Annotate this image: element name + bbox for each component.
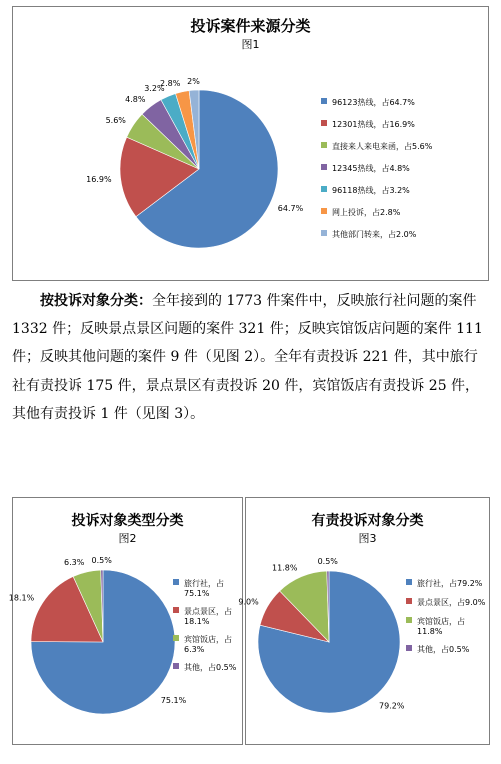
figure1-legend-item-5 [321, 207, 486, 218]
figure3-legend-item-2 [406, 616, 486, 636]
figure3-title: 有责投诉对象分类 [311, 513, 424, 529]
figure1-legend-swatch-3 [321, 164, 327, 170]
figure1-legend-label-0: 96123热线，占64.7% [332, 98, 415, 107]
figure2-chart-box [8, 497, 243, 745]
figure1-chart-box [12, 6, 489, 281]
figure1-data-label-0: 64.7% [277, 204, 304, 214]
figure3-legend-label-2: 宾馆饭店，占11.8% [417, 617, 465, 636]
figure1-legend-item-6 [321, 229, 486, 240]
figure1-legend-label-2: 直接来人来电来函，占5.6% [332, 142, 433, 151]
figure3-data-label-2: 11.8% [272, 563, 298, 573]
figure2-legend-item-2 [173, 634, 241, 654]
figure2-legend [173, 578, 241, 681]
figure3-legend-swatch-2 [406, 617, 412, 623]
paragraph-body: 全年接到的 1773 件案件中，反映旅行社问题的案件 1332 件；反映景点景区问题的案件 321 件；反映宾馆饭店问题的案件 111 件；反映其他问题的案件 9 件（见图 2）。全年有责投诉 221 件，其中旅行社有责投诉 175 件，景点景区有责投诉 20 件，宾馆饭店有责投诉 25 件，其他有责投诉 1 件（见图 3）。 [12, 293, 483, 422]
figure1-legend-swatch-6 [321, 230, 327, 236]
figure1-data-label-2: 5.6% [105, 115, 126, 125]
figure1-legend-swatch-2 [321, 142, 327, 148]
figure3-legend [406, 578, 486, 663]
figure2-data-label-2: 6.3% [64, 558, 85, 568]
figure3-data-label-1: 9.0% [238, 597, 259, 607]
figure1-data-label-1: 16.9% [86, 175, 112, 185]
figure2-subtitle: 图2 [118, 532, 137, 545]
figure1-legend-label-3: 12345热线，占4.8% [332, 164, 410, 173]
figure2-legend-item-1 [173, 606, 241, 626]
figure1-subtitle: 图1 [241, 38, 260, 51]
figure2-legend-label-1: 景点景区，占18.1% [184, 607, 232, 626]
figure1-legend-item-0 [321, 97, 486, 108]
figure3-legend-label-3: 其他，占0.5% [417, 645, 470, 654]
figure1-legend-swatch-0 [321, 98, 327, 104]
figure1-legend-item-4 [321, 185, 486, 196]
figure2-legend-swatch-3 [173, 663, 179, 669]
figure1-data-label-3: 4.8% [125, 95, 146, 105]
figure1-data-label-6: 2% [187, 77, 200, 87]
figure2-data-label-3: 0.5% [91, 556, 112, 566]
figure2-legend-label-0: 旅行社，占75.1% [184, 579, 224, 598]
figure1-data-label-5: 2.8% [160, 79, 181, 89]
figure3-chart-box [238, 497, 490, 745]
body-paragraph [12, 287, 490, 428]
figure1-legend-swatch-1 [321, 120, 327, 126]
figure2-legend-item-3 [173, 662, 241, 673]
figure3-subtitle: 图3 [358, 532, 377, 545]
figure3-legend-swatch-3 [406, 645, 412, 651]
figure3-data-label-3: 0.5% [317, 557, 338, 567]
figure2-data-label-0: 75.1% [160, 696, 187, 706]
figure3-legend-swatch-1 [406, 598, 412, 604]
figure1-legend [321, 97, 486, 251]
figure1-legend-item-1 [321, 119, 486, 130]
figure1-legend-swatch-5 [321, 208, 327, 214]
figure1-legend-item-3 [321, 163, 486, 174]
figure2-legend-label-3: 其他，占0.5% [184, 663, 237, 672]
figure3-legend-item-1 [406, 597, 486, 608]
figure3-legend-label-1: 景点景区，占9.0% [417, 598, 486, 607]
figure3-data-label-0: 79.2% [379, 701, 405, 711]
figure1-data-label-4: 3.2% [144, 84, 165, 94]
figure2-title: 投诉对象类型分类 [71, 513, 184, 529]
figure2-legend-swatch-1 [173, 607, 179, 613]
figure1-legend-label-1: 12301热线，占16.9% [332, 120, 415, 129]
figure1-legend-label-6: 其他部门转来，占2.0% [332, 230, 417, 239]
figure1-legend-item-2 [321, 141, 486, 152]
figure3-legend-swatch-0 [406, 579, 412, 585]
figure2-legend-swatch-2 [173, 635, 179, 641]
figure1-legend-label-4: 96118热线，占3.2% [332, 186, 410, 195]
figure2-legend-label-2: 宾馆饭店，占6.3% [184, 635, 232, 654]
figure2-legend-item-0 [173, 578, 241, 598]
figure1-legend-label-5: 网上投诉，占2.8% [332, 208, 401, 217]
paragraph-lead: 按投诉对象分类： [40, 293, 152, 309]
figure3-legend-label-0: 旅行社，占79.2% [417, 579, 483, 588]
figure2-legend-swatch-0 [173, 579, 179, 585]
figure1-legend-swatch-4 [321, 186, 327, 192]
figure1-title: 投诉案件来源分类 [190, 17, 311, 35]
figure2-data-label-1: 18.1% [8, 593, 35, 603]
figure3-legend-item-3 [406, 644, 486, 655]
figure3-legend-item-0 [406, 578, 486, 589]
